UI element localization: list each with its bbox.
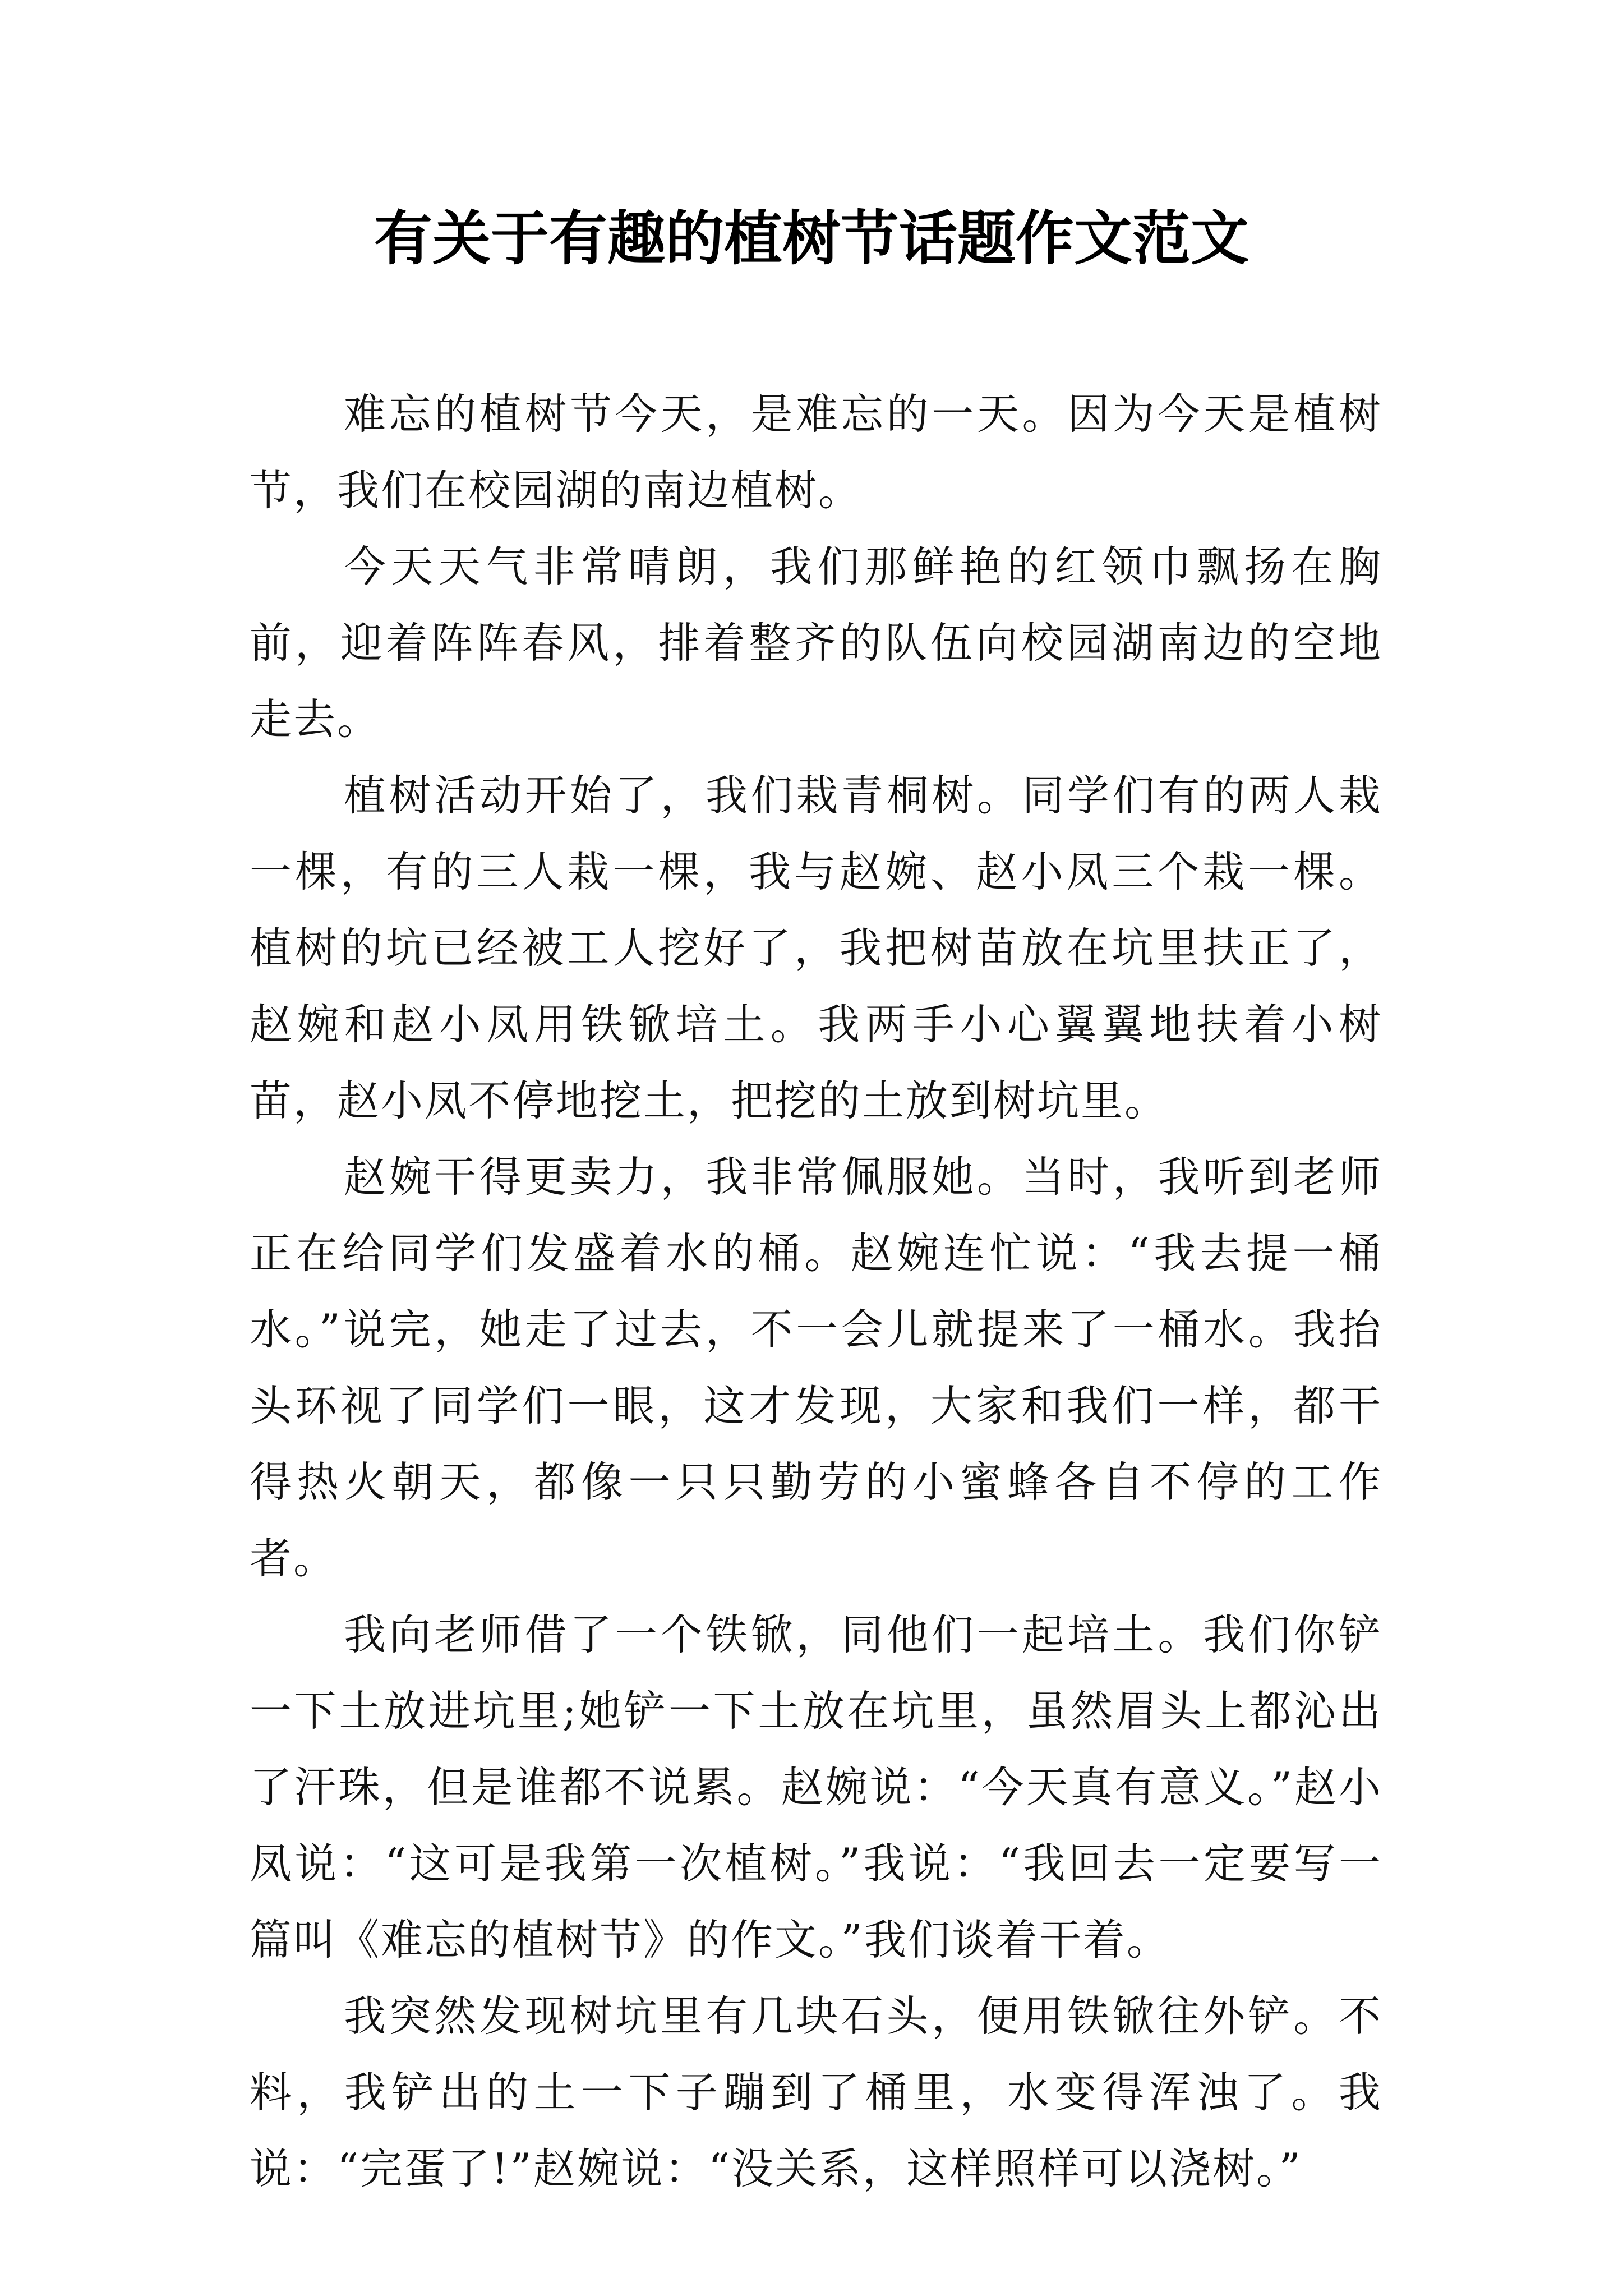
paragraph-3: 植树活动开始了，我们栽青桐树。同学们有的两人栽一棵，有的三人栽一棵，我与赵婉、赵小凤三个栽一棵。植树的坑已经被工人挖好了，我把树苗放在坑里扶正了，赵婉和赵小凤用铁锨培土。我两手小心翼翼地扶着小树苗，赵小凤不停地挖土，把挖的土放到树坑里。 xyxy=(250,771,1382,1125)
document-body xyxy=(250,376,1382,2207)
paragraph-2: 今天天气非常晴朗，我们那鲜艳的红领巾飘扬在胸前，迎着阵阵春风，排着整齐的队伍向校园湖南边的空地走去。 xyxy=(250,542,1382,744)
paragraph-4: 赵婉干得更卖力，我非常佩服她。当时，我听到老师正在给同学们发盛着水的桶。赵婉连忙说：“我去提一桶水。”说完，她走了过去，不一会儿就提来了一桶水。我抬头环视了同学们一眼，这才发现，大家和我们一样，都干得热火朝天，都像一只只勤劳的小蜜蜂各自不停的工作者。 xyxy=(250,1152,1382,1583)
paragraph-6: 我突然发现树坑里有几块石头，便用铁锨往外铲。不料，我铲出的土一下子蹦到了桶里，水变得浑浊了。我说：“完蛋了!”赵婉说：“没关系，这样照样可以浇树。” xyxy=(250,1991,1382,2193)
document-title: 有关于有趣的植树节话题作文范文 xyxy=(374,204,1249,273)
paragraph-1: 难忘的植树节今天，是难忘的一天。因为今天是植树节，我们在校园湖的南边植树。 xyxy=(250,389,1382,515)
paragraph-5: 我向老师借了一个铁锨，同他们一起培土。我们你铲一下土放进坑里;她铲一下土放在坑里，虽然眉头上都沁出了汗珠，但是谁都不说累。赵婉说：“今天真有意义。”赵小凤说：“这可是我第一次植树。”我说：“我回去一定要写一篇叫《难忘的植树节》的作文。”我们谈着干着。 xyxy=(250,1610,1382,1964)
